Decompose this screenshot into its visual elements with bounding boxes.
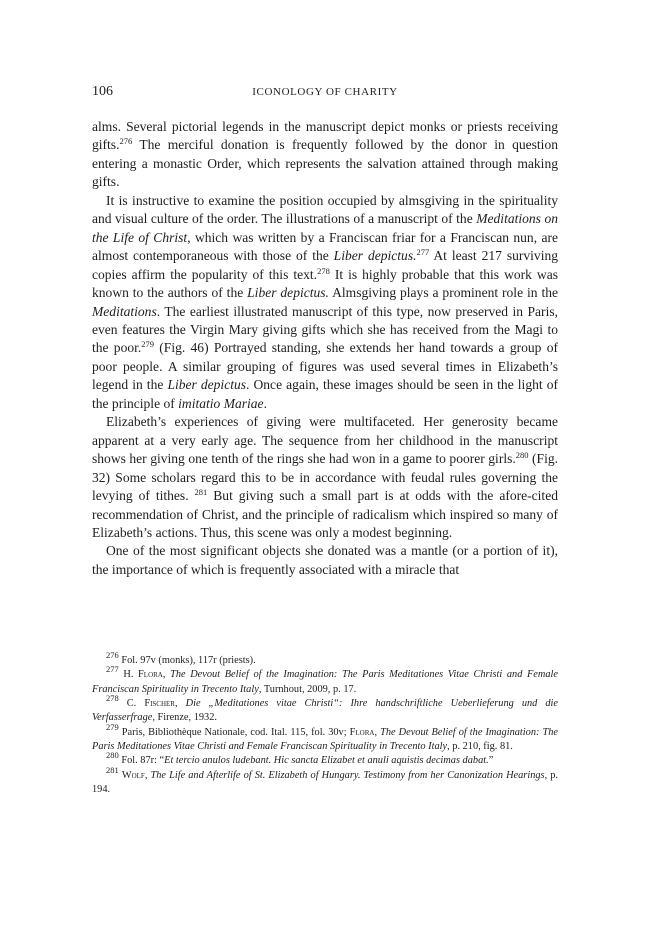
text-run: (Fig. 32) Some scholars regard this to be in accordance with feudal rules governing the levying of tithes. bbox=[92, 451, 558, 504]
footnote-ref-277[interactable]: 277 bbox=[416, 247, 430, 258]
text-run: One of the most significant objects she donated was a mantle (or a portion of it), the importance of which is frequently associated with a miracle that bbox=[92, 543, 558, 577]
footnote-number: 281 bbox=[106, 764, 119, 775]
citation-title: The Devout Belief of the Imagination: The Paris Meditationes Vitae Christi and Female Franciscan Spirituality in Trecento Italy bbox=[92, 669, 558, 695]
paragraph-1 bbox=[92, 118, 558, 192]
text-run: . Once again, these images should be seen in the light of the principle of bbox=[92, 377, 558, 411]
body-text bbox=[92, 118, 558, 579]
text-run: (Fig. 46) Portrayed standing, she extends her hand towards a group of poor people. A similar grouping of figures was used several times in Elizabeth’s legend in the bbox=[92, 340, 558, 393]
footnote-number: 280 bbox=[106, 750, 119, 761]
footnote-number: 277 bbox=[106, 664, 119, 675]
paragraph-3 bbox=[92, 413, 558, 542]
footnote-text: , p. 194. bbox=[92, 769, 558, 796]
footnote-text: , bbox=[174, 698, 186, 710]
footnote-text: ” bbox=[488, 755, 494, 767]
text-run: It is instructive to examine the position occupied by almsgiving in the spirituality and visual culture of the order. The illustrations of a manuscript of the bbox=[92, 192, 558, 227]
author-name: Wolf bbox=[121, 769, 145, 781]
running-head: ICONOLOGY OF CHARITY bbox=[252, 86, 398, 98]
footnote-text: C. bbox=[118, 698, 145, 710]
author-name: Flora bbox=[349, 726, 375, 738]
text-run: Almsgiving plays a prominent role in the bbox=[328, 285, 558, 301]
footnote-text: , bbox=[162, 669, 171, 681]
text-run: alms. Several pictorial legends in the manuscript depict monks or priests receiving gifts. bbox=[92, 119, 558, 153]
italic-title: Liber depictus. bbox=[247, 285, 329, 301]
footnote-text: Fol. 87r: “ bbox=[118, 755, 165, 767]
footnote-ref-281[interactable]: 281 bbox=[194, 487, 208, 498]
italic-title: Liber depictus. bbox=[333, 248, 417, 264]
footnote-text: H. bbox=[118, 669, 139, 681]
citation-title: The Life and Afterlife of St. Elizabeth of Hungary. Testimony from her Canonization Hearings bbox=[150, 769, 545, 781]
citation-title: The Devout Belief of the Imagination: The Paris Meditationes Vitae Christi and Female Franciscan Spirituality in Trecento Italy bbox=[92, 726, 559, 753]
latin-quotation: Et tercio anulos ludebant. Hic sancta Elizabet et anuli aquistis decimas dabat. bbox=[164, 755, 489, 767]
footnote-278 bbox=[92, 693, 559, 726]
italic-term: imitatio Mariae bbox=[178, 395, 264, 411]
text-run: . The earliest illustrated manuscript of this type, now preserved in Paris, even features the Virgin Mary giving gifts which she has received from the Magi to the poor. bbox=[92, 303, 558, 356]
footnote-ref-278[interactable]: 278 bbox=[317, 265, 330, 276]
italic-title: Liber depictus bbox=[167, 377, 247, 393]
text-run: At least 217 surviving copies affirm the popularity of this text. bbox=[92, 248, 559, 282]
footnote-text: , p. 210, fig. 81. bbox=[447, 741, 513, 753]
footnote-text: Firenze, 1932. bbox=[154, 712, 217, 724]
footnote-281 bbox=[92, 764, 558, 798]
footnote-number: 279 bbox=[106, 721, 119, 732]
footnote-number: 276 bbox=[106, 650, 119, 660]
footnote-ref-280[interactable]: 280 bbox=[515, 450, 529, 461]
footnotes bbox=[92, 650, 559, 797]
footnote-text: Paris, Bibliothèque Nationale, cod. Ital. 115, fol. 30v; bbox=[118, 726, 350, 738]
footnote-text: Fol. 97v (monks), 117r (priests). bbox=[118, 655, 256, 666]
paragraph-2 bbox=[92, 192, 558, 413]
text-run: . bbox=[263, 395, 267, 411]
footnote-number: 278 bbox=[106, 693, 119, 704]
footnote-279 bbox=[92, 721, 559, 755]
page-header bbox=[92, 84, 558, 102]
text-run: It is highly probable that this work was known to the authors of the bbox=[92, 266, 559, 301]
author-name: Flora bbox=[138, 669, 163, 681]
citation-title: Die „Meditationes vitae Christi“: Ihre handschriftliche Ueberlieferung und die Verfasserfrage, bbox=[92, 698, 559, 724]
text-run: Elizabeth’s experiences of giving were multifaceted. Her generosity became apparent at a very early age. The sequence from her childhood in the manuscript shows her giving one tenth of the rings she had won in a game to poorer girls. bbox=[92, 414, 558, 467]
text-run: , which was written by a Franciscan friar for a Franciscan nun, are almost contemporaneous with those of the bbox=[92, 229, 559, 264]
footnote-text: , bbox=[144, 769, 151, 781]
footnote-277 bbox=[92, 664, 558, 697]
footnote-ref-279[interactable]: 279 bbox=[141, 339, 155, 350]
italic-title: Meditations bbox=[92, 303, 157, 319]
footnote-text: , Turnhout, 2009, p. 17. bbox=[258, 683, 357, 695]
page-number: 106 bbox=[92, 84, 113, 99]
author-name: Fischer bbox=[144, 698, 175, 710]
paragraph-4 bbox=[92, 542, 558, 579]
text-run: The merciful donation is frequently followed by the donor in question entering a monastic Order, which represents the salvation attained through making gifts. bbox=[92, 137, 558, 190]
footnote-276 bbox=[92, 650, 558, 668]
italic-title: Meditations on the Life of Christ bbox=[92, 211, 559, 245]
footnote-280 bbox=[92, 750, 558, 768]
footnote-ref-276[interactable]: 276 bbox=[119, 136, 133, 147]
footnote-text: , bbox=[374, 726, 381, 738]
text-run: But giving such a small part is at odds with the afore-cited recommendation of Christ, and the principle of radicalism which inspired so many of Elizabeth’s actions. Thus, this scene was only a modest beginning. bbox=[92, 488, 558, 540]
